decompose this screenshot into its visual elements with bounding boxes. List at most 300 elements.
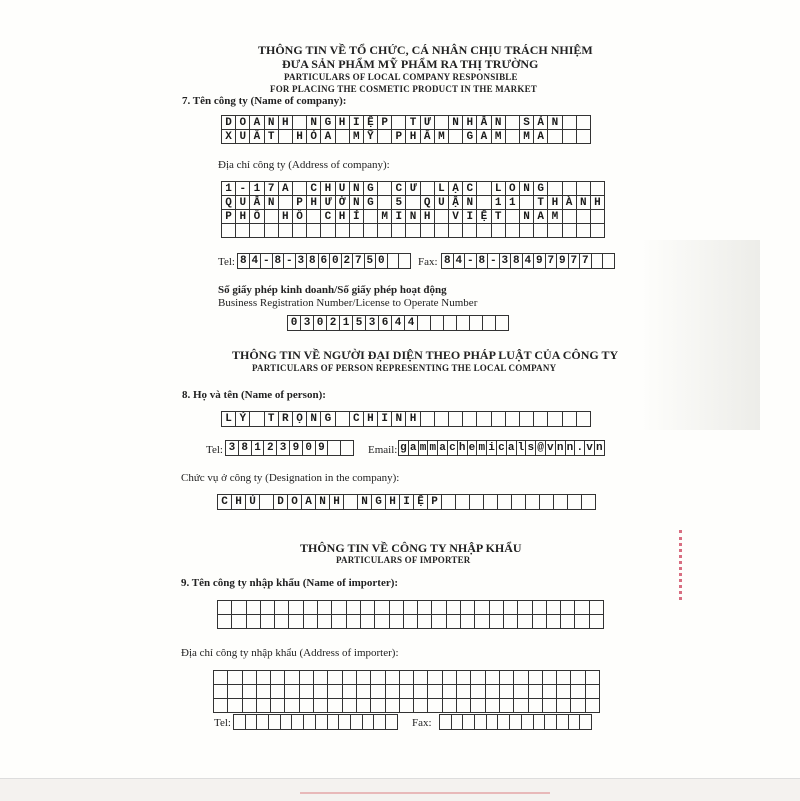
char-box[interactable]: I [349, 115, 364, 130]
char-box[interactable]: G [363, 181, 378, 196]
char-box[interactable]: Ư [405, 181, 420, 196]
char-box[interactable]: P [427, 494, 442, 510]
char-box[interactable]: h [457, 440, 468, 456]
char-box[interactable] [448, 411, 463, 427]
char-box[interactable]: N [547, 115, 562, 130]
char-box[interactable]: N [491, 115, 506, 130]
char-box[interactable] [313, 698, 328, 713]
char-box[interactable] [519, 223, 534, 238]
char-box[interactable]: H [329, 494, 344, 510]
char-box[interactable]: Q [221, 195, 236, 210]
char-box[interactable]: 8 [441, 253, 454, 269]
importer-address-grid[interactable] [214, 671, 600, 713]
char-box[interactable]: L [491, 181, 506, 196]
license-grid[interactable] [288, 316, 509, 331]
char-box[interactable] [335, 129, 350, 144]
char-box[interactable]: 3 [499, 253, 512, 269]
char-box[interactable]: 3 [365, 315, 379, 331]
char-box[interactable] [249, 223, 264, 238]
char-box[interactable] [434, 115, 449, 130]
char-box[interactable]: H [405, 129, 420, 144]
char-box[interactable]: C [349, 411, 364, 427]
char-box[interactable] [270, 670, 285, 685]
char-box[interactable] [590, 209, 605, 224]
char-box[interactable] [398, 253, 411, 269]
char-box[interactable]: G [533, 181, 548, 196]
char-box[interactable]: 3 [300, 315, 314, 331]
char-box[interactable] [246, 614, 261, 629]
char-box[interactable] [284, 670, 299, 685]
char-box[interactable] [313, 670, 328, 685]
char-box[interactable] [343, 494, 358, 510]
char-box[interactable]: m [427, 440, 438, 456]
char-box[interactable] [420, 223, 435, 238]
char-box[interactable]: 1 [491, 195, 506, 210]
char-box[interactable] [474, 614, 489, 629]
char-box[interactable] [306, 209, 321, 224]
char-box[interactable]: O [235, 115, 250, 130]
char-box[interactable]: G [363, 195, 378, 210]
char-box[interactable] [456, 698, 471, 713]
char-box[interactable] [505, 223, 520, 238]
char-box[interactable]: 9 [289, 440, 303, 456]
char-box[interactable] [335, 411, 350, 427]
char-box[interactable]: 8 [237, 253, 250, 269]
char-box[interactable] [576, 115, 591, 130]
char-box[interactable]: N [391, 411, 406, 427]
char-box[interactable]: n [594, 440, 605, 456]
char-box[interactable] [443, 315, 457, 331]
char-box[interactable] [213, 698, 228, 713]
char-box[interactable]: H [547, 195, 562, 210]
char-box[interactable]: H [420, 209, 435, 224]
char-box[interactable]: Ồ [292, 209, 307, 224]
char-box[interactable]: s [525, 440, 536, 456]
char-box[interactable] [227, 670, 242, 685]
char-box[interactable]: c [496, 440, 507, 456]
char-box[interactable]: m [418, 440, 429, 456]
char-box[interactable]: I [377, 411, 392, 427]
char-box[interactable] [434, 209, 449, 224]
char-box[interactable]: X [221, 129, 236, 144]
char-box[interactable]: Ệ [363, 115, 378, 130]
char-box[interactable] [335, 223, 350, 238]
char-box[interactable] [542, 698, 557, 713]
char-box[interactable] [469, 494, 484, 510]
char-box[interactable] [448, 223, 463, 238]
char-box[interactable]: N [306, 411, 321, 427]
char-box[interactable]: I [462, 209, 477, 224]
char-box[interactable] [413, 670, 428, 685]
char-box[interactable] [278, 129, 293, 144]
importer-fax-grid[interactable] [440, 715, 592, 730]
char-box[interactable] [556, 684, 571, 699]
char-box[interactable] [260, 600, 275, 615]
char-box[interactable] [485, 670, 500, 685]
person-email-grid[interactable] [399, 441, 605, 456]
char-box[interactable] [525, 494, 540, 510]
char-box[interactable] [227, 684, 242, 699]
char-box[interactable]: 8 [306, 253, 319, 269]
char-box[interactable] [532, 600, 547, 615]
char-box[interactable] [562, 411, 577, 427]
char-box[interactable] [489, 600, 504, 615]
char-box[interactable]: 8 [272, 253, 285, 269]
char-box[interactable] [533, 411, 548, 427]
char-box[interactable]: N [315, 494, 330, 510]
char-box[interactable] [427, 684, 442, 699]
char-box[interactable] [462, 223, 477, 238]
char-box[interactable] [441, 494, 456, 510]
char-box[interactable] [327, 440, 341, 456]
char-box[interactable] [292, 115, 307, 130]
char-box[interactable] [460, 600, 475, 615]
char-box[interactable] [570, 698, 585, 713]
char-box[interactable] [377, 129, 392, 144]
char-box[interactable]: I [391, 209, 406, 224]
char-box[interactable] [546, 614, 561, 629]
char-box[interactable] [417, 315, 431, 331]
char-box[interactable] [256, 684, 271, 699]
char-box[interactable] [213, 684, 228, 699]
char-box[interactable]: Ủ [245, 494, 260, 510]
char-box[interactable] [377, 223, 392, 238]
char-box[interactable]: 1 [221, 181, 236, 196]
char-box[interactable] [546, 600, 561, 615]
char-box[interactable] [505, 115, 520, 130]
char-box[interactable] [264, 209, 279, 224]
char-box[interactable] [519, 195, 534, 210]
char-box[interactable] [560, 600, 575, 615]
char-box[interactable]: U [235, 195, 250, 210]
char-box[interactable] [413, 684, 428, 699]
char-box[interactable]: H [363, 411, 378, 427]
char-box[interactable]: N [306, 115, 321, 130]
char-box[interactable]: Ệ [413, 494, 428, 510]
char-box[interactable] [533, 223, 548, 238]
char-box[interactable] [579, 714, 592, 730]
char-box[interactable] [313, 684, 328, 699]
char-box[interactable] [284, 698, 299, 713]
char-box[interactable] [374, 600, 389, 615]
char-box[interactable] [213, 670, 228, 685]
char-box[interactable]: A [533, 209, 548, 224]
char-box[interactable] [476, 411, 491, 427]
char-box[interactable]: H [292, 129, 307, 144]
char-box[interactable] [562, 181, 577, 196]
char-box[interactable]: P [221, 209, 236, 224]
char-box[interactable]: N [264, 115, 279, 130]
char-box[interactable] [485, 698, 500, 713]
char-box[interactable] [491, 223, 506, 238]
char-box[interactable]: N [349, 181, 364, 196]
char-box[interactable]: R [278, 411, 293, 427]
char-box[interactable]: P [391, 129, 406, 144]
char-box[interactable]: 7 [568, 253, 581, 269]
char-box[interactable] [259, 494, 274, 510]
char-box[interactable]: N [405, 209, 420, 224]
char-box[interactable] [217, 614, 232, 629]
char-box[interactable] [539, 494, 554, 510]
char-box[interactable]: N [519, 209, 534, 224]
char-box[interactable]: 0 [329, 253, 342, 269]
char-box[interactable]: Â [249, 195, 264, 210]
char-box[interactable]: G [462, 129, 477, 144]
char-box[interactable]: T [264, 129, 279, 144]
char-box[interactable]: 5 [352, 315, 366, 331]
char-box[interactable] [542, 684, 557, 699]
char-box[interactable]: Ố [249, 209, 264, 224]
char-box[interactable] [491, 411, 506, 427]
char-box[interactable] [495, 315, 509, 331]
char-box[interactable] [377, 195, 392, 210]
char-box[interactable] [370, 684, 385, 699]
char-box[interactable] [317, 614, 332, 629]
char-box[interactable] [389, 614, 404, 629]
char-box[interactable] [513, 684, 528, 699]
char-box[interactable]: - [283, 253, 296, 269]
char-box[interactable]: 1 [251, 440, 265, 456]
char-box[interactable] [270, 698, 285, 713]
char-box[interactable]: M [349, 129, 364, 144]
char-box[interactable] [405, 223, 420, 238]
char-box[interactable]: H [405, 411, 420, 427]
char-box[interactable]: 7 [579, 253, 592, 269]
char-box[interactable] [417, 600, 432, 615]
char-box[interactable]: a [506, 440, 517, 456]
char-box[interactable] [576, 181, 591, 196]
char-box[interactable] [246, 600, 261, 615]
char-box[interactable]: G [320, 115, 335, 130]
char-box[interactable]: N [576, 195, 591, 210]
char-box[interactable] [470, 670, 485, 685]
char-box[interactable] [434, 223, 449, 238]
char-box[interactable]: - [235, 181, 250, 196]
company-address-grid[interactable] [222, 182, 605, 238]
char-box[interactable]: Ấ [249, 129, 264, 144]
char-box[interactable]: U [434, 195, 449, 210]
char-box[interactable] [485, 684, 500, 699]
char-box[interactable]: A [301, 494, 316, 510]
char-box[interactable] [562, 209, 577, 224]
char-box[interactable] [519, 411, 534, 427]
char-box[interactable] [306, 223, 321, 238]
char-box[interactable] [503, 600, 518, 615]
char-box[interactable] [547, 129, 562, 144]
char-box[interactable]: H [335, 115, 350, 130]
char-box[interactable]: C [217, 494, 232, 510]
char-box[interactable]: 4 [453, 253, 466, 269]
char-box[interactable] [249, 411, 264, 427]
char-box[interactable] [399, 698, 414, 713]
char-box[interactable] [327, 698, 342, 713]
char-box[interactable] [446, 614, 461, 629]
char-box[interactable] [399, 670, 414, 685]
char-box[interactable] [227, 698, 242, 713]
char-box[interactable] [585, 684, 600, 699]
char-box[interactable] [482, 315, 496, 331]
char-box[interactable]: 2 [341, 253, 354, 269]
char-box[interactable]: N [357, 494, 372, 510]
char-box[interactable] [602, 253, 615, 269]
char-box[interactable] [299, 684, 314, 699]
char-box[interactable]: P [292, 195, 307, 210]
char-box[interactable]: . [574, 440, 585, 456]
char-box[interactable]: A [278, 181, 293, 196]
char-box[interactable]: H [335, 209, 350, 224]
char-box[interactable] [456, 670, 471, 685]
char-box[interactable] [446, 600, 461, 615]
char-box[interactable] [349, 223, 364, 238]
char-box[interactable] [576, 209, 591, 224]
char-box[interactable]: T [491, 209, 506, 224]
char-box[interactable] [342, 684, 357, 699]
char-box[interactable] [489, 614, 504, 629]
char-box[interactable] [242, 670, 257, 685]
char-box[interactable] [363, 209, 378, 224]
char-box[interactable] [327, 670, 342, 685]
designation-grid[interactable] [218, 495, 596, 510]
char-box[interactable] [585, 670, 600, 685]
char-box[interactable] [242, 698, 257, 713]
char-box[interactable] [288, 600, 303, 615]
char-box[interactable] [455, 494, 470, 510]
char-box[interactable] [420, 181, 435, 196]
char-box[interactable] [470, 698, 485, 713]
char-box[interactable]: m [476, 440, 487, 456]
char-box[interactable]: g [398, 440, 409, 456]
char-box[interactable] [221, 223, 236, 238]
char-box[interactable]: H [235, 209, 250, 224]
char-box[interactable] [303, 614, 318, 629]
char-box[interactable]: - [487, 253, 500, 269]
char-box[interactable] [430, 315, 444, 331]
char-box[interactable]: M [519, 129, 534, 144]
char-box[interactable]: 0 [313, 315, 327, 331]
char-box[interactable] [299, 670, 314, 685]
char-box[interactable]: 3 [276, 440, 290, 456]
char-box[interactable]: - [260, 253, 273, 269]
char-box[interactable]: T [264, 411, 279, 427]
char-box[interactable] [576, 129, 591, 144]
char-box[interactable] [499, 670, 514, 685]
char-box[interactable] [431, 614, 446, 629]
char-box[interactable]: G [320, 411, 335, 427]
char-box[interactable] [346, 614, 361, 629]
char-box[interactable]: Ý [235, 411, 250, 427]
char-box[interactable]: 2 [326, 315, 340, 331]
char-box[interactable] [360, 614, 375, 629]
char-box[interactable]: H [278, 115, 293, 130]
char-box[interactable]: 0 [287, 315, 301, 331]
char-box[interactable] [542, 670, 557, 685]
char-box[interactable] [360, 600, 375, 615]
char-box[interactable]: 9 [315, 440, 329, 456]
char-box[interactable]: V [448, 209, 463, 224]
char-box[interactable]: Í [349, 209, 364, 224]
char-box[interactable] [505, 209, 520, 224]
char-box[interactable]: 5 [391, 195, 406, 210]
char-box[interactable]: 8 [510, 253, 523, 269]
char-box[interactable] [427, 698, 442, 713]
char-box[interactable] [462, 411, 477, 427]
char-box[interactable] [476, 181, 491, 196]
char-box[interactable] [434, 411, 449, 427]
char-box[interactable] [590, 223, 605, 238]
char-box[interactable] [547, 223, 562, 238]
char-box[interactable]: a [437, 440, 448, 456]
char-box[interactable] [385, 684, 400, 699]
char-box[interactable] [292, 181, 307, 196]
char-box[interactable]: c [447, 440, 458, 456]
char-box[interactable]: H [590, 195, 605, 210]
char-box[interactable] [356, 670, 371, 685]
char-box[interactable] [567, 494, 582, 510]
char-box[interactable]: 2 [263, 440, 277, 456]
char-box[interactable] [503, 614, 518, 629]
char-box[interactable]: e [467, 440, 478, 456]
char-box[interactable] [517, 614, 532, 629]
char-box[interactable]: C [320, 209, 335, 224]
char-box[interactable]: M [377, 209, 392, 224]
char-box[interactable] [327, 684, 342, 699]
char-box[interactable]: H [306, 195, 321, 210]
char-box[interactable]: Ậ [448, 195, 463, 210]
char-box[interactable] [589, 600, 604, 615]
char-box[interactable]: O [505, 181, 520, 196]
char-box[interactable] [303, 600, 318, 615]
char-box[interactable]: 6 [318, 253, 331, 269]
char-box[interactable] [476, 223, 491, 238]
char-box[interactable] [270, 684, 285, 699]
char-box[interactable] [497, 494, 512, 510]
char-box[interactable]: a [408, 440, 419, 456]
char-box[interactable]: N [349, 195, 364, 210]
importer-tel-grid[interactable] [234, 715, 398, 730]
char-box[interactable] [581, 494, 596, 510]
char-box[interactable]: @ [535, 440, 546, 456]
char-box[interactable] [576, 223, 591, 238]
char-box[interactable] [342, 698, 357, 713]
char-box[interactable]: H [462, 115, 477, 130]
char-box[interactable] [442, 698, 457, 713]
char-box[interactable]: M [434, 129, 449, 144]
char-box[interactable] [590, 181, 605, 196]
person-name-grid[interactable] [222, 412, 591, 427]
char-box[interactable] [528, 684, 543, 699]
char-box[interactable]: O [287, 494, 302, 510]
char-box[interactable] [470, 684, 485, 699]
char-box[interactable] [511, 494, 526, 510]
char-box[interactable] [574, 614, 589, 629]
char-box[interactable] [456, 684, 471, 699]
char-box[interactable] [474, 600, 489, 615]
char-box[interactable] [420, 411, 435, 427]
char-box[interactable]: N [462, 195, 477, 210]
char-box[interactable]: 9 [556, 253, 569, 269]
char-box[interactable]: Â [476, 115, 491, 130]
char-box[interactable] [513, 698, 528, 713]
char-box[interactable] [562, 223, 577, 238]
char-box[interactable] [231, 600, 246, 615]
char-box[interactable] [589, 614, 604, 629]
char-box[interactable]: n [565, 440, 576, 456]
char-box[interactable] [346, 600, 361, 615]
char-box[interactable]: Ó [306, 129, 321, 144]
char-box[interactable]: i [486, 440, 497, 456]
char-box[interactable]: Ạ [448, 181, 463, 196]
char-box[interactable] [505, 129, 520, 144]
